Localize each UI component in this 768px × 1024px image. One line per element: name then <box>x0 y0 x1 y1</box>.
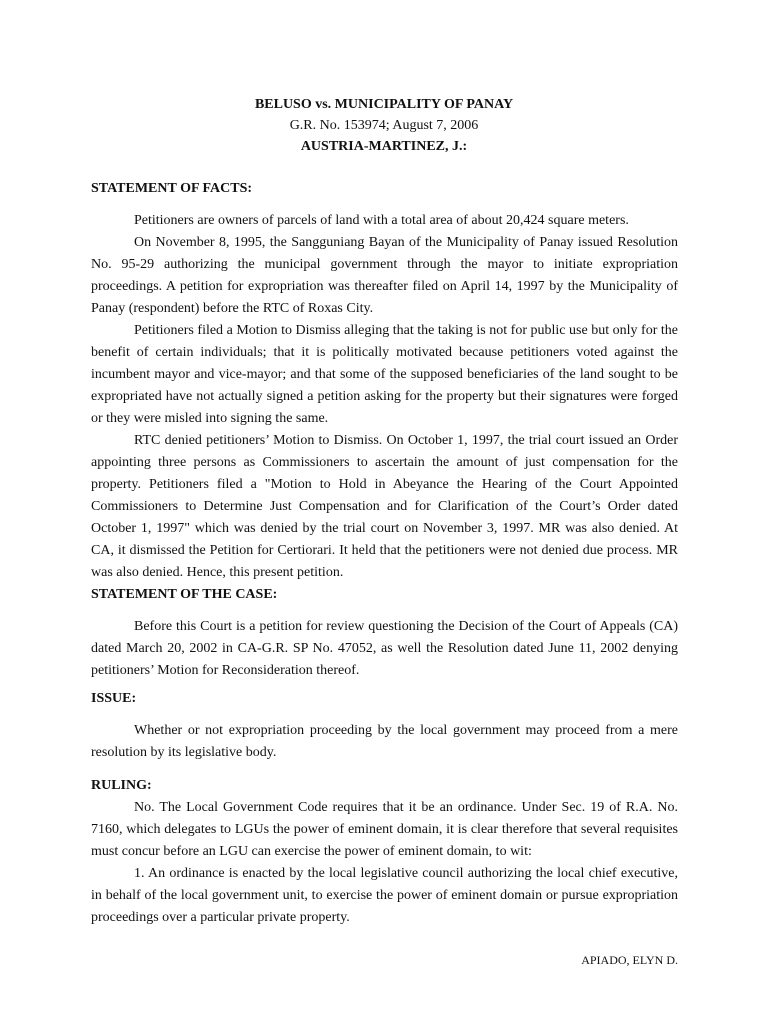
case-paragraph: Before this Court is a petition for review questioning the Decision of the Court of Appeals (CA) dated March 20, 2002 in CA-G.R. SP No. 47052, as well the Resolution dated June 11, 2002 denying petitioners’ Motion for Reconsideration thereof. <box>91 619 678 678</box>
ruling-heading: RULING: <box>91 778 152 793</box>
facts-paragraph: Petitioners filed a Motion to Dismiss alleging that the taking is not for public use but only for the benefit of certain individuals; that it is politically motivated because petitioners voted against the incumbent mayor and vice-mayor; and that some of the supposed beneficiaries of the land sought to be expropriated have not actually signed a petition asking for the property but their signatures were forged or they were misled into signing the same. <box>91 323 678 426</box>
case-heading: STATEMENT OF THE CASE: <box>91 587 278 602</box>
facts-section <box>91 178 678 584</box>
facts-paragraph: On November 8, 1995, the Sangguniang Bayan of the Municipality of Panay issued Resolution No. 95-29 authorizing the municipal government through the mayor to initiate expropriation proceedings. A petition for expropriation was thereafter filed on April 14, 1997 by the Municipality of Panay (respondent) before the RTC of Roxas City. <box>91 235 678 316</box>
ruling-paragraph: No. The Local Government Code requires that it be an ordinance. Under Sec. 19 of R.A. No. 7160, which delegates to LGUs the power of eminent domain, it is clear therefore that several requisites must concur before an LGU can exercise the power of eminent domain, to wit: <box>91 800 678 859</box>
issue-section <box>91 688 678 764</box>
case-header <box>0 94 768 157</box>
case-section <box>91 584 678 682</box>
ruling-section <box>91 775 678 929</box>
case-title: BELUSO vs. MUNICIPALITY OF PANAY <box>254 97 514 112</box>
facts-paragraph: Petitioners are owners of parcels of land with a total area of about 20,424 square meters. <box>134 213 629 228</box>
ruling-paragraph: 1. An ordinance is enacted by the local legislative council authorizing the local chief executive, in behalf of the local government unit, to exercise the power of eminent domain or pursue expropriation proceedings over a particular private property. <box>91 866 678 925</box>
issue-heading: ISSUE: <box>91 691 137 706</box>
issue-paragraph: Whether or not expropriation proceeding by the local government may proceed from a mere resolution by its legislative body. <box>91 723 678 760</box>
ponente: AUSTRIA-MARTINEZ, J.: <box>300 139 468 154</box>
case-number: G.R. No. 153974; August 7, 2006 <box>289 118 479 133</box>
facts-paragraph: RTC denied petitioners’ Motion to Dismiss. On October 1, 1997, the trial court issued an Order appointing three persons as Commissioners to ascertain the amount of just compensation for the property. Petitioners filed a "Motion to Hold in Abeyance the Hearing of the Court Appointed Commissioners to Determine Just Compensation and for Clarification of the Court’s Order dated October 1, 1997" which was denied by the trial court on November 3, 1997. MR was also denied. At CA, it dismissed the Petition for Certiorari. It held that the petitioners were not denied due process. MR was also denied. Hence, this present petition. <box>91 433 678 580</box>
facts-heading: STATEMENT OF FACTS: <box>91 181 253 196</box>
author-name: APIADO, ELYN D. <box>581 953 678 967</box>
